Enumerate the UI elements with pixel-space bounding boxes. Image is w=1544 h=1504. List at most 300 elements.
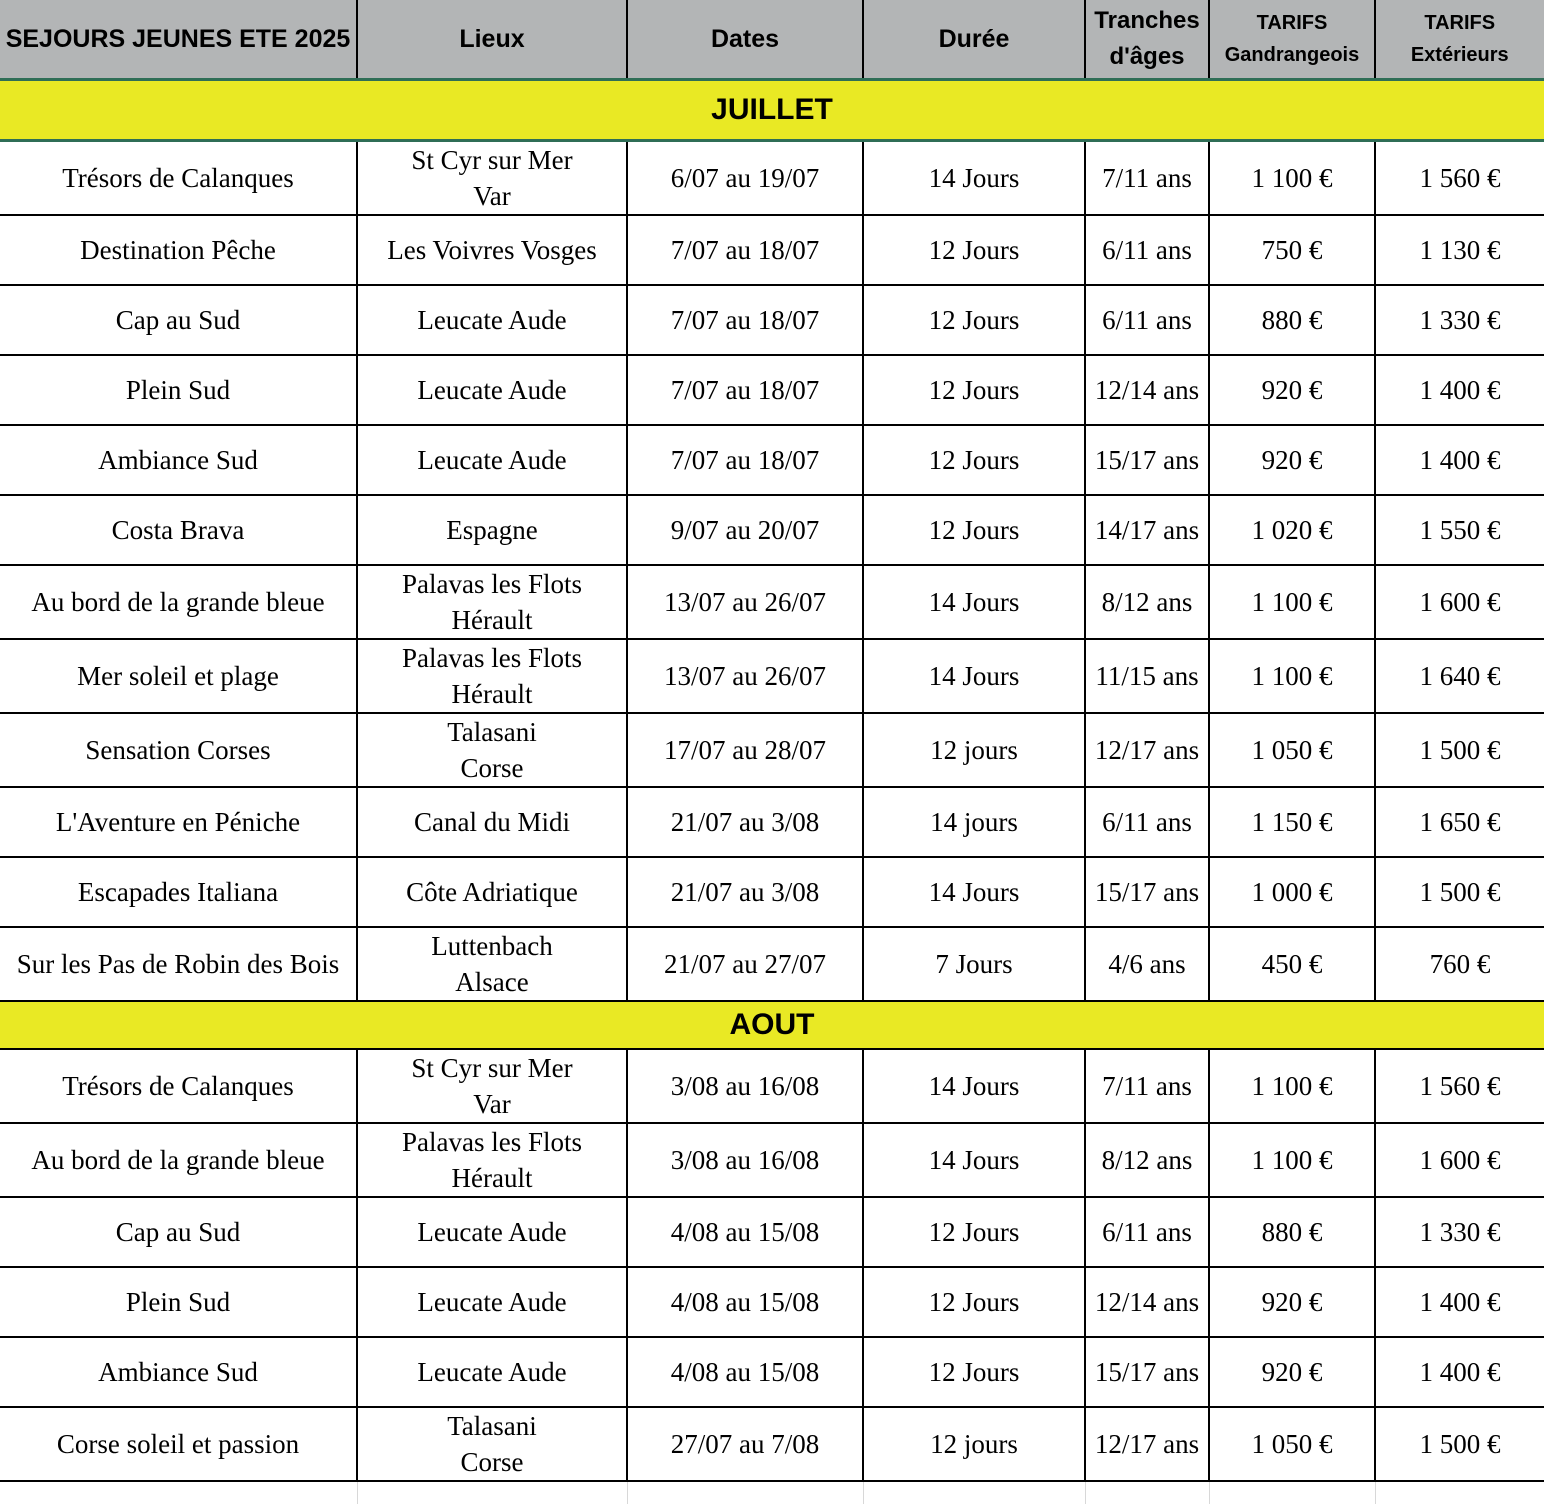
header-lieux[interactable] — [357, 0, 627, 80]
cell-duree[interactable] — [863, 1267, 1085, 1337]
cell-dates[interactable] — [627, 495, 863, 565]
cell-ages-text: 8/12 ans — [1101, 587, 1193, 617]
cell-tarif-exterieurs[interactable] — [1375, 1123, 1544, 1197]
lieu-line1: St Cyr sur Mer — [411, 1053, 573, 1083]
cell-tarif-gandrangeois[interactable] — [1209, 927, 1375, 1001]
cell-ages-text: 6/11 ans — [1102, 807, 1192, 837]
cell-dates[interactable] — [627, 1337, 863, 1407]
header-duree[interactable] — [863, 0, 1085, 80]
cell-duree-text: 14 jours — [930, 807, 1018, 837]
cell-tarif-exterieurs[interactable] — [1375, 1197, 1544, 1267]
cell-ages[interactable] — [1085, 1049, 1209, 1123]
cell-ages[interactable] — [1085, 713, 1209, 787]
table-row — [0, 1337, 1544, 1407]
cell-tarif-gandrangeois-text: 1 000 € — [1251, 877, 1333, 907]
cell-sejour-text: Sur les Pas de Robin des Bois — [16, 949, 340, 979]
cell-tarif-exterieurs-text: 1 400 € — [1419, 375, 1501, 405]
cell-tarif-exterieurs[interactable] — [1375, 495, 1544, 565]
table-row — [0, 565, 1544, 639]
lieu-line1: Palavas les Flots — [402, 1127, 582, 1157]
cell-duree-text: 14 Jours — [928, 877, 1020, 907]
cell-dates-text: 4/08 au 15/08 — [670, 1217, 820, 1247]
cell-tarif-exterieurs-text: 760 € — [1429, 949, 1491, 979]
cell-sejour[interactable] — [0, 713, 357, 787]
cell-tarif-gandrangeois-text: 920 € — [1261, 445, 1323, 475]
cell-sejour-text: L'Aventure en Péniche — [55, 807, 301, 837]
cell-dates[interactable] — [627, 141, 863, 216]
lieu-line2: Var — [473, 181, 511, 211]
cell-duree-text: 12 Jours — [928, 515, 1020, 545]
cell-dates-text: 13/07 au 26/07 — [664, 587, 826, 617]
cell-duree-text: 12 Jours — [928, 375, 1020, 405]
cell-ages[interactable] — [1085, 787, 1209, 857]
cell-ages-text: 4/6 ans — [1108, 949, 1186, 979]
cell-duree[interactable] — [863, 425, 1085, 495]
cell-duree-text: 14 Jours — [928, 587, 1020, 617]
cell-tarif-gandrangeois[interactable] — [1209, 565, 1375, 639]
cell-tarif-gandrangeois-text: 880 € — [1261, 305, 1323, 335]
cell-ages-text: 14/17 ans — [1094, 515, 1200, 545]
cell-lieu[interactable] — [357, 1049, 627, 1123]
cell-tarif-exterieurs[interactable] — [1375, 1267, 1544, 1337]
month-band-row — [0, 80, 1544, 141]
table-row — [0, 495, 1544, 565]
cell-dates-text: 21/07 au 3/08 — [670, 877, 820, 907]
lieu-line1: Luttenbach — [431, 931, 553, 961]
cell-duree[interactable] — [863, 141, 1085, 216]
cell-ages-text: 15/17 ans — [1094, 877, 1200, 907]
table-row — [0, 927, 1544, 1001]
header-tarif-exterieurs[interactable] — [1375, 0, 1544, 80]
cell-ages[interactable] — [1085, 1123, 1209, 1197]
empty-cell[interactable] — [627, 1481, 863, 1504]
cell-sejour[interactable] — [0, 1337, 357, 1407]
cell-tarif-gandrangeois-text: 750 € — [1261, 235, 1323, 265]
lieu-line1: Leucate Aude — [417, 1217, 567, 1247]
cell-tarif-exterieurs[interactable] — [1375, 713, 1544, 787]
cell-duree[interactable] — [863, 565, 1085, 639]
cell-sejour-text: Plein Sud — [125, 1287, 231, 1317]
cell-lieu[interactable] — [357, 639, 627, 713]
cell-sejour-text: Mer soleil et plage — [77, 661, 279, 691]
cell-tarif-gandrangeois[interactable] — [1209, 355, 1375, 425]
cell-dates-text: 7/07 au 18/07 — [670, 235, 820, 265]
lieu-line1: Leucate Aude — [417, 445, 567, 475]
cell-dates-text: 7/07 au 18/07 — [670, 445, 820, 475]
cell-tarif-gandrangeois-text: 1 050 € — [1251, 735, 1333, 765]
header-tarif-e-line1: TARIFS — [1424, 12, 1496, 34]
table-row — [0, 215, 1544, 285]
cell-duree[interactable] — [863, 1337, 1085, 1407]
cell-dates-text: 7/07 au 18/07 — [670, 375, 820, 405]
cell-ages-text: 7/11 ans — [1102, 1071, 1192, 1101]
cell-dates[interactable] — [627, 1123, 863, 1197]
cell-duree-text: 12 Jours — [928, 1287, 1020, 1317]
lieu-line1: Côte Adriatique — [406, 877, 578, 907]
cell-ages[interactable] — [1085, 565, 1209, 639]
cell-tarif-gandrangeois-text: 1 100 € — [1251, 163, 1333, 193]
cell-sejour[interactable] — [0, 639, 357, 713]
cell-lieu[interactable] — [357, 495, 627, 565]
cell-dates-text: 21/07 au 27/07 — [664, 949, 826, 979]
cell-ages-text: 12/14 ans — [1094, 375, 1200, 405]
header-sejour-label: SEJOURS JEUNES ETE 2025 — [5, 24, 351, 53]
header-tarif-g-line2: Gandrangeois — [1224, 44, 1360, 66]
cell-dates-text: 3/08 au 16/08 — [670, 1071, 820, 1101]
cell-duree[interactable] — [863, 713, 1085, 787]
header-ages[interactable] — [1085, 0, 1209, 80]
cell-tarif-exterieurs[interactable] — [1375, 927, 1544, 1001]
cell-dates[interactable] — [627, 1049, 863, 1123]
cell-sejour-text: Sensation Corses — [85, 735, 271, 765]
cell-duree-text: 14 Jours — [928, 163, 1020, 193]
cell-tarif-gandrangeois[interactable] — [1209, 1049, 1375, 1123]
lieu-line1: Leucate Aude — [417, 375, 567, 405]
lieu-line2: Corse — [460, 753, 524, 783]
cell-tarif-gandrangeois[interactable] — [1209, 639, 1375, 713]
cell-duree-text: 12 Jours — [928, 1217, 1020, 1247]
cell-lieu[interactable] — [357, 1337, 627, 1407]
cell-tarif-exterieurs[interactable] — [1375, 215, 1544, 285]
cell-sejour[interactable] — [0, 927, 357, 1001]
cell-ages[interactable] — [1085, 355, 1209, 425]
cell-dates-text: 27/07 au 7/08 — [670, 1429, 820, 1459]
cell-sejour[interactable] — [0, 425, 357, 495]
cell-duree-text: 14 Jours — [928, 1071, 1020, 1101]
cell-ages[interactable] — [1085, 1197, 1209, 1267]
cell-tarif-gandrangeois[interactable] — [1209, 1267, 1375, 1337]
table-row — [0, 639, 1544, 713]
cell-tarif-exterieurs-text: 1 560 € — [1419, 163, 1501, 193]
cell-tarif-gandrangeois-text: 1 100 € — [1251, 1145, 1333, 1175]
table-row — [0, 425, 1544, 495]
cell-ages[interactable] — [1085, 141, 1209, 216]
cell-sejour-text: Trésors de Calanques — [62, 163, 294, 193]
cell-duree-text: 14 Jours — [928, 1145, 1020, 1175]
cell-tarif-exterieurs-text: 1 600 € — [1419, 587, 1501, 617]
header-lieux-label: Lieux — [459, 24, 525, 53]
cell-sejour[interactable] — [0, 1049, 357, 1123]
cell-duree-text: 12 jours — [930, 1429, 1018, 1459]
header-row — [0, 0, 1544, 80]
cell-lieu[interactable] — [357, 787, 627, 857]
cell-ages-text: 15/17 ans — [1094, 445, 1200, 475]
cell-lieu[interactable] — [357, 141, 627, 216]
cell-sejour-text: Trésors de Calanques — [62, 1071, 294, 1101]
empty-cell[interactable] — [863, 1481, 1085, 1504]
cell-tarif-gandrangeois-text: 1 100 € — [1251, 661, 1333, 691]
cell-tarif-gandrangeois-text: 920 € — [1261, 1287, 1323, 1317]
cell-tarif-exterieurs-text: 1 560 € — [1419, 1071, 1501, 1101]
cell-tarif-exterieurs-text: 1 130 € — [1419, 235, 1501, 265]
cell-dates-text: 7/07 au 18/07 — [670, 305, 820, 335]
cell-lieu[interactable] — [357, 285, 627, 355]
header-tarif-e-line2: Extérieurs — [1410, 44, 1509, 66]
cell-duree[interactable] — [863, 639, 1085, 713]
lieu-line1: Talasani — [447, 1411, 537, 1441]
cell-sejour-text: Au bord de la grande bleue — [31, 1145, 325, 1175]
cell-dates[interactable] — [627, 355, 863, 425]
lieu-line1: Palavas les Flots — [402, 569, 582, 599]
lieu-line1: St Cyr sur Mer — [411, 145, 573, 175]
cell-tarif-gandrangeois[interactable] — [1209, 285, 1375, 355]
table-row — [0, 1049, 1544, 1123]
cell-tarif-exterieurs-text: 1 550 € — [1419, 515, 1501, 545]
cell-duree-text: 14 Jours — [928, 661, 1020, 691]
cell-tarif-gandrangeois[interactable] — [1209, 425, 1375, 495]
table-row — [0, 787, 1544, 857]
cell-sejour-text: Cap au Sud — [115, 305, 241, 335]
cell-sejour[interactable] — [0, 565, 357, 639]
cell-ages-text: 8/12 ans — [1101, 1145, 1193, 1175]
cell-dates-text: 4/08 au 15/08 — [670, 1287, 820, 1317]
month-label: JUILLET — [711, 93, 833, 126]
cell-tarif-exterieurs[interactable] — [1375, 565, 1544, 639]
empty-cell[interactable] — [1209, 1481, 1375, 1504]
cell-tarif-exterieurs[interactable] — [1375, 355, 1544, 425]
table-row — [0, 1123, 1544, 1197]
header-tarif-gandrangeois[interactable] — [1209, 0, 1375, 80]
cell-duree[interactable] — [863, 285, 1085, 355]
cell-dates-text: 3/08 au 16/08 — [670, 1145, 820, 1175]
header-duree-label: Durée — [938, 24, 1010, 53]
lieu-line2: Var — [473, 1089, 511, 1119]
table-row — [0, 857, 1544, 927]
month-label: AOUT — [729, 1008, 815, 1041]
cell-dates[interactable] — [627, 787, 863, 857]
cell-lieu[interactable] — [357, 927, 627, 1001]
cell-dates[interactable] — [627, 927, 863, 1001]
cell-duree-text: 12 Jours — [928, 445, 1020, 475]
header-tarif-g-line1: TARIFS — [1256, 12, 1328, 34]
cell-tarif-gandrangeois[interactable] — [1209, 713, 1375, 787]
cell-duree[interactable] — [863, 787, 1085, 857]
cell-duree-text: 12 Jours — [928, 305, 1020, 335]
table-row — [0, 141, 1544, 216]
cell-dates-text: 17/07 au 28/07 — [664, 735, 826, 765]
cell-dates[interactable] — [627, 1267, 863, 1337]
cell-tarif-gandrangeois-text: 1 100 € — [1251, 1071, 1333, 1101]
cell-sejour[interactable] — [0, 1123, 357, 1197]
cell-lieu[interactable] — [357, 1197, 627, 1267]
cell-sejour-text: Costa Brava — [111, 515, 245, 545]
cell-tarif-gandrangeois[interactable] — [1209, 141, 1375, 216]
cell-lieu[interactable] — [357, 215, 627, 285]
cell-tarif-exterieurs[interactable] — [1375, 639, 1544, 713]
cell-tarif-gandrangeois[interactable] — [1209, 1123, 1375, 1197]
month-band-row — [0, 1001, 1544, 1049]
cell-ages[interactable] — [1085, 1267, 1209, 1337]
cell-ages-text: 6/11 ans — [1102, 305, 1192, 335]
cell-lieu[interactable] — [357, 713, 627, 787]
empty-cell[interactable] — [357, 1481, 627, 1504]
cell-sejour[interactable] — [0, 495, 357, 565]
cell-ages-text: 15/17 ans — [1094, 1357, 1200, 1387]
cell-duree-text: 12 jours — [930, 735, 1018, 765]
cell-tarif-exterieurs-text: 1 400 € — [1419, 1287, 1501, 1317]
cell-lieu[interactable] — [357, 565, 627, 639]
cell-tarif-exterieurs[interactable] — [1375, 1337, 1544, 1407]
cell-tarif-exterieurs-text: 1 640 € — [1419, 661, 1501, 691]
cell-tarif-exterieurs-text: 1 500 € — [1419, 1429, 1501, 1459]
cell-sejour-text: Escapades Italiana — [77, 877, 279, 907]
cell-dates[interactable] — [627, 565, 863, 639]
cell-duree[interactable] — [863, 1123, 1085, 1197]
cell-ages-text: 12/14 ans — [1094, 1287, 1200, 1317]
cell-duree-text: 12 Jours — [928, 1357, 1020, 1387]
header-ages-line1: Tranches — [1094, 7, 1200, 34]
lieu-line2: Hérault — [451, 605, 533, 635]
cell-sejour[interactable] — [0, 215, 357, 285]
lieu-line1: Espagne — [446, 515, 538, 545]
cell-sejour-text: Destination Pêche — [80, 235, 276, 265]
cell-ages[interactable] — [1085, 495, 1209, 565]
table-row — [0, 285, 1544, 355]
cell-sejour-text: Corse soleil et passion — [56, 1429, 300, 1459]
lieu-line1: Leucate Aude — [417, 305, 567, 335]
cell-tarif-gandrangeois[interactable] — [1209, 787, 1375, 857]
cell-lieu[interactable] — [357, 425, 627, 495]
cell-lieu[interactable] — [357, 1267, 627, 1337]
table-row — [0, 1267, 1544, 1337]
cell-sejour[interactable] — [0, 787, 357, 857]
cell-tarif-exterieurs-text: 1 500 € — [1419, 735, 1501, 765]
header-dates[interactable] — [627, 0, 863, 80]
header-sejour[interactable] — [0, 0, 357, 80]
cell-dates[interactable] — [627, 425, 863, 495]
cell-sejour-text: Ambiance Sud — [98, 445, 258, 475]
table-row — [0, 713, 1544, 787]
cell-sejour[interactable] — [0, 285, 357, 355]
cell-tarif-gandrangeois[interactable] — [1209, 1197, 1375, 1267]
cell-ages-text: 12/17 ans — [1094, 735, 1200, 765]
lieu-line2: Hérault — [451, 679, 533, 709]
cell-dates[interactable] — [627, 713, 863, 787]
cell-dates-text: 13/07 au 26/07 — [664, 661, 826, 691]
cell-sejour[interactable] — [0, 141, 357, 216]
cell-dates[interactable] — [627, 857, 863, 927]
cell-duree[interactable] — [863, 1049, 1085, 1123]
cell-ages-text: 6/11 ans — [1102, 1217, 1192, 1247]
cell-tarif-exterieurs[interactable] — [1375, 857, 1544, 927]
cell-ages-text: 6/11 ans — [1102, 235, 1192, 265]
cell-ages[interactable] — [1085, 927, 1209, 1001]
cell-duree[interactable] — [863, 215, 1085, 285]
cell-dates-text: 9/07 au 20/07 — [670, 515, 820, 545]
cell-duree[interactable] — [863, 495, 1085, 565]
cell-tarif-exterieurs-text: 1 600 € — [1419, 1145, 1501, 1175]
cell-tarif-exterieurs[interactable] — [1375, 141, 1544, 216]
cell-sejour-text: Cap au Sud — [115, 1217, 241, 1247]
cell-tarif-exterieurs-text: 1 330 € — [1419, 305, 1501, 335]
cell-lieu[interactable] — [357, 1123, 627, 1197]
cell-lieu[interactable] — [357, 857, 627, 927]
header-dates-label: Dates — [710, 24, 780, 53]
cell-duree-text: 12 Jours — [928, 235, 1020, 265]
cell-dates-text: 4/08 au 15/08 — [670, 1357, 820, 1387]
cell-ages[interactable] — [1085, 639, 1209, 713]
cell-ages[interactable] — [1085, 857, 1209, 927]
cell-tarif-gandrangeois-text: 450 € — [1261, 949, 1323, 979]
cell-ages[interactable] — [1085, 1337, 1209, 1407]
cell-tarif-gandrangeois-text: 1 150 € — [1251, 807, 1333, 837]
empty-cell[interactable] — [0, 1481, 357, 1504]
cell-tarif-gandrangeois[interactable] — [1209, 215, 1375, 285]
cell-tarif-exterieurs-text: 1 330 € — [1419, 1217, 1501, 1247]
lieu-line2: Corse — [460, 1447, 524, 1477]
lieu-line1: Palavas les Flots — [402, 643, 582, 673]
cell-tarif-gandrangeois-text: 920 € — [1261, 1357, 1323, 1387]
cell-sejour[interactable] — [0, 355, 357, 425]
cell-duree[interactable] — [863, 1197, 1085, 1267]
lieu-line1: Talasani — [447, 717, 537, 747]
cell-tarif-exterieurs-text: 1 400 € — [1419, 1357, 1501, 1387]
lieu-line2: Alsace — [455, 967, 529, 997]
cell-tarif-exterieurs-text: 1 500 € — [1419, 877, 1501, 907]
cell-tarif-gandrangeois-text: 1 020 € — [1251, 515, 1333, 545]
cell-ages[interactable] — [1085, 215, 1209, 285]
cell-tarif-gandrangeois[interactable] — [1209, 857, 1375, 927]
cell-tarif-exterieurs[interactable] — [1375, 1049, 1544, 1123]
cell-ages-text: 11/15 ans — [1095, 661, 1199, 691]
month-band[interactable] — [0, 80, 1544, 141]
cell-duree[interactable] — [863, 355, 1085, 425]
lieu-line2: Hérault — [451, 1163, 533, 1193]
cell-tarif-exterieurs[interactable] — [1375, 425, 1544, 495]
cell-ages-text: 12/17 ans — [1094, 1429, 1200, 1459]
cell-duree-text: 7 Jours — [935, 949, 1013, 979]
cell-ages[interactable] — [1085, 285, 1209, 355]
cell-dates[interactable] — [627, 1197, 863, 1267]
cell-dates[interactable] — [627, 215, 863, 285]
cell-duree[interactable] — [863, 927, 1085, 1001]
cell-sejour-text: Au bord de la grande bleue — [31, 587, 325, 617]
cell-sejour-text: Ambiance Sud — [98, 1357, 258, 1387]
cell-dates[interactable] — [627, 285, 863, 355]
cell-tarif-gandrangeois-text: 880 € — [1261, 1217, 1323, 1247]
cell-dates[interactable] — [627, 639, 863, 713]
cell-tarif-exterieurs-text: 1 650 € — [1419, 807, 1501, 837]
lieu-line1: Canal du Midi — [414, 807, 570, 837]
cell-sejour-text: Plein Sud — [125, 375, 231, 405]
cell-ages[interactable] — [1085, 425, 1209, 495]
cell-tarif-gandrangeois-text: 1 050 € — [1251, 1429, 1333, 1459]
month-band[interactable] — [0, 1001, 1544, 1049]
table-row — [0, 355, 1544, 425]
cell-sejour[interactable] — [0, 857, 357, 927]
cell-tarif-exterieurs[interactable] — [1375, 787, 1544, 857]
cell-tarif-gandrangeois-text: 920 € — [1261, 375, 1323, 405]
table-row — [0, 1197, 1544, 1267]
cell-tarif-gandrangeois[interactable] — [1209, 1337, 1375, 1407]
cell-tarif-exterieurs[interactable] — [1375, 285, 1544, 355]
cell-tarif-gandrangeois[interactable] — [1209, 495, 1375, 565]
cell-sejour[interactable] — [0, 1267, 357, 1337]
cell-dates-text: 21/07 au 3/08 — [670, 807, 820, 837]
cell-tarif-exterieurs-text: 1 400 € — [1419, 445, 1501, 475]
cell-tarif-gandrangeois-text: 1 100 € — [1251, 587, 1333, 617]
empty-row — [0, 1481, 1544, 1504]
empty-cell[interactable] — [1375, 1481, 1544, 1504]
header-ages-line2: d'âges — [1109, 43, 1185, 70]
cell-lieu[interactable] — [357, 355, 627, 425]
lieu-line1: Leucate Aude — [417, 1357, 567, 1387]
empty-cell[interactable] — [1085, 1481, 1209, 1504]
cell-sejour[interactable] — [0, 1197, 357, 1267]
lieu-line1: Leucate Aude — [417, 1287, 567, 1317]
cell-duree[interactable] — [863, 857, 1085, 927]
lieu-line1: Les Voivres Vosges — [387, 235, 597, 265]
